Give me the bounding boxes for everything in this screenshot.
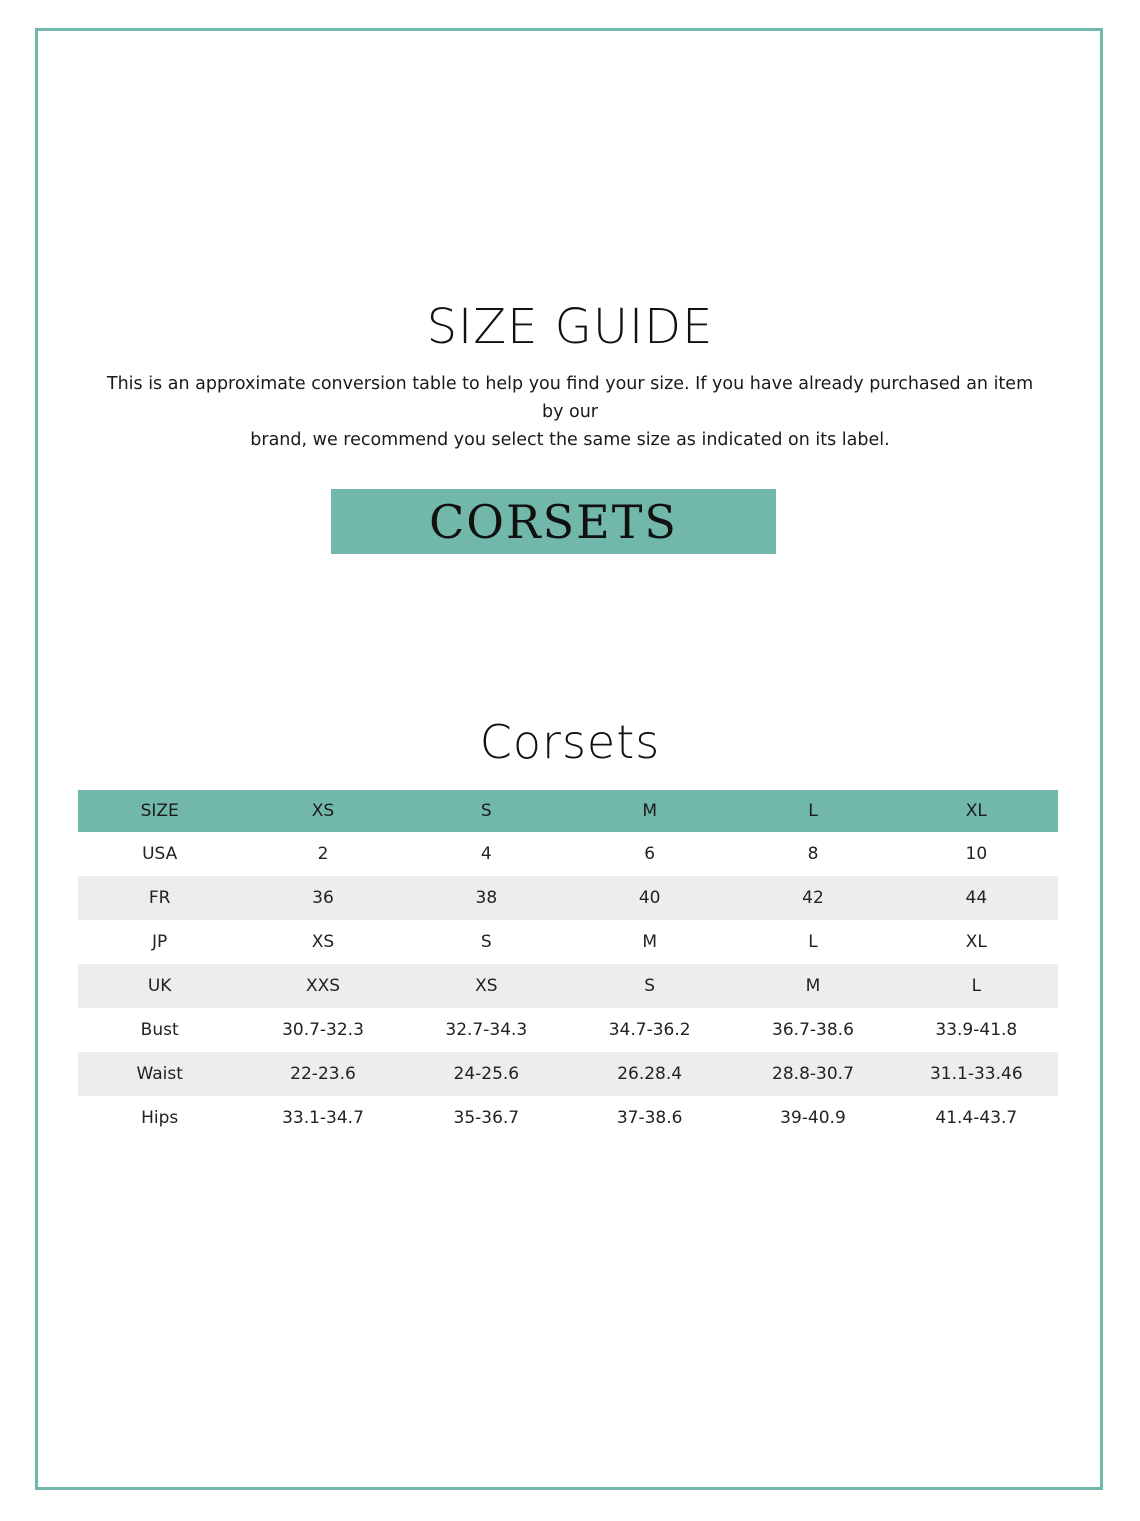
table-cell: 39-40.9 bbox=[780, 1108, 846, 1128]
table-cell: 8 bbox=[807, 844, 819, 864]
table-row bbox=[78, 876, 1058, 920]
table-cell: S bbox=[480, 932, 492, 952]
table-cell: XS bbox=[475, 976, 498, 996]
table-row bbox=[78, 1096, 1058, 1140]
table-cell: 32.7-34.3 bbox=[445, 1020, 528, 1040]
table-cell: 44 bbox=[965, 888, 988, 908]
table-cell: 40 bbox=[638, 888, 661, 908]
table-cell: 41.4-43.7 bbox=[935, 1108, 1018, 1128]
table-row bbox=[78, 1052, 1058, 1096]
page-title: SIZE GUIDE bbox=[426, 299, 714, 355]
intro-line-1: This is an approximate conversion table to help you find your size. If you have already purchased an item by our bbox=[106, 374, 1034, 422]
table-cell: 22-23.6 bbox=[290, 1064, 356, 1084]
table-cell: 36 bbox=[312, 888, 334, 908]
table-cell: 24-25.6 bbox=[453, 1064, 520, 1084]
table-cell: 42 bbox=[802, 888, 824, 908]
table-cell: 36.7-38.6 bbox=[772, 1020, 854, 1040]
table-cell: M bbox=[642, 932, 657, 952]
table-cell: XXS bbox=[305, 976, 341, 996]
header-cell: M bbox=[642, 801, 657, 821]
table-cell: M bbox=[805, 976, 821, 996]
header-cell: XS bbox=[311, 801, 335, 821]
category-banner-label: CORSETS bbox=[429, 494, 678, 549]
table-cell: L bbox=[971, 976, 982, 996]
category-banner bbox=[331, 489, 776, 554]
table-cell: XS bbox=[311, 932, 335, 952]
row-label: Waist bbox=[136, 1064, 183, 1084]
table-cell: 28.8-30.7 bbox=[772, 1064, 854, 1084]
table-cell: 33.9-41.8 bbox=[935, 1020, 1018, 1040]
table-cell: 4 bbox=[480, 844, 492, 864]
table-cell: 2 bbox=[317, 844, 329, 864]
row-label: UK bbox=[147, 976, 172, 996]
table-header-row bbox=[78, 790, 1058, 832]
table-cell: 38 bbox=[475, 888, 498, 908]
table-row bbox=[78, 920, 1058, 964]
table-cell: 26.28.4 bbox=[617, 1064, 683, 1084]
table-cell: S bbox=[644, 976, 656, 996]
header-cell: SIZE bbox=[140, 801, 179, 821]
table-cell: 6 bbox=[644, 844, 656, 864]
row-label: Bust bbox=[140, 1020, 179, 1040]
table-cell: 35-36.7 bbox=[453, 1108, 520, 1128]
row-label: FR bbox=[148, 888, 171, 908]
intro-line-2: brand, we recommend you select the same size as indicated on its label. bbox=[250, 430, 890, 450]
row-label: Hips bbox=[141, 1108, 179, 1128]
table-cell: 30.7-32.3 bbox=[282, 1020, 364, 1040]
table-cell: 33.1-34.7 bbox=[282, 1108, 364, 1128]
table-cell: 37-38.6 bbox=[616, 1108, 683, 1128]
header-cell: S bbox=[480, 801, 492, 821]
table-title: Corsets bbox=[479, 715, 661, 769]
row-label: USA bbox=[142, 844, 178, 864]
table-cell: 10 bbox=[965, 844, 988, 864]
row-label: JP bbox=[152, 932, 168, 952]
header-cell: XL bbox=[965, 801, 987, 821]
header-cell: L bbox=[808, 801, 818, 821]
size-table bbox=[78, 790, 1058, 1140]
table-cell: 34.7-36.2 bbox=[608, 1020, 691, 1040]
table-row bbox=[78, 832, 1058, 876]
table-row bbox=[78, 1008, 1058, 1052]
intro-text bbox=[98, 370, 1042, 454]
table-cell: L bbox=[808, 932, 818, 952]
table-row bbox=[78, 964, 1058, 1008]
table-cell: XL bbox=[965, 932, 987, 952]
table-cell: 31.1-33.46 bbox=[929, 1064, 1023, 1084]
